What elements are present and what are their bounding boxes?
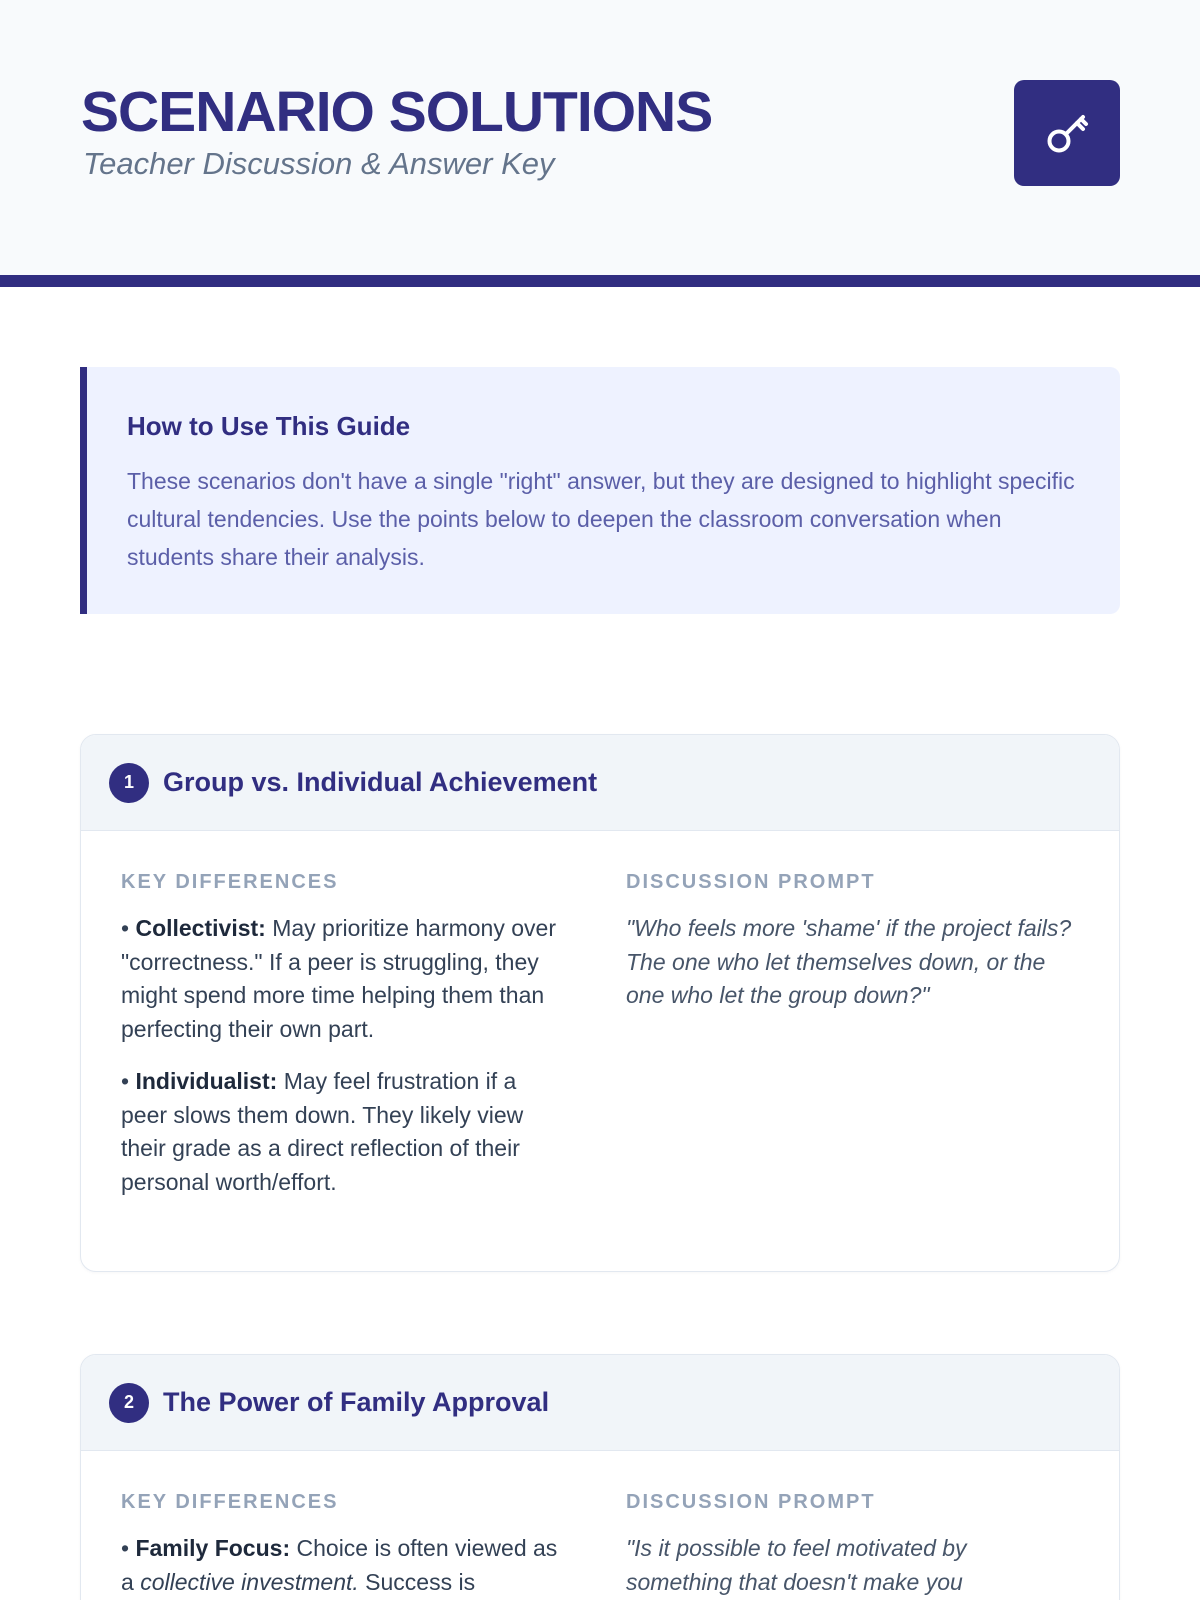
scenario-title: Group vs. Individual Achievement [163,767,598,797]
point-term: Collectivist: [135,915,266,941]
discussion-prompt-label: DISCUSSION PROMPT [626,871,876,893]
guide-text: These scenarios don't have a single "right" answer, but they are designed to highlight specific cultural tendencies. Use the points below to deepen the classroom conversation when students share their analysis. [127,468,1075,570]
discussion-prompt-column [626,871,1076,1218]
scenario-header [81,1355,1119,1451]
key-differences-column [121,1491,567,1600]
guide-callout [80,367,1120,614]
page-title: SCENARIO SOLUTIONS [81,80,713,144]
point-term: Family Focus: [135,1535,291,1561]
bullet: • [121,1068,130,1094]
point-term: Individualist: [135,1068,278,1094]
key-differences-column [121,871,567,1218]
key-badge [1014,80,1120,186]
scenario-number-badge: 2 [109,1383,149,1423]
difference-point [121,1532,567,1599]
scenario-card [80,1354,1120,1600]
discussion-prompt-column [626,1491,1076,1600]
key-differences-label: KEY DIFFERENCES [121,871,339,893]
difference-point [121,1065,567,1199]
point-text: Success is [365,1568,476,1595]
bullet: • [121,915,130,941]
bullet: • [121,1535,130,1561]
key-icon [1039,105,1095,161]
scenario-title: The Power of Family Approval [163,1387,550,1417]
point-text: May prioritize harmony over "correctness." If a peer is struggling, they might spend more time helping them than perfecting their own part. [121,915,556,1042]
point-text: May feel frustration if a peer slows them down. They likely view their grade as a direct reflection of their personal worth/effort. [121,1068,524,1195]
scenario-body [81,831,1119,1218]
page-subtitle: Teacher Discussion & Answer Key [83,145,555,181]
point-text: Choice is often viewed as a [121,1535,558,1595]
difference-point [121,912,567,1046]
scenario-header [81,735,1119,831]
discussion-prompt-text: "Is it possible to feel motivated by something that doesn't make you [626,1535,967,1595]
guide-title: How to Use This Guide [127,411,411,441]
scenario-number-badge: 1 [109,763,149,803]
discussion-prompt-text: "Who feels more 'shame' if the project fails? The one who let themselves down, or the one who let the group down?" [626,915,1072,1008]
discussion-prompt-label: DISCUSSION PROMPT [626,1491,876,1513]
page-header [0,0,1200,287]
scenario-card [80,734,1120,1272]
key-differences-label: KEY DIFFERENCES [121,1491,339,1513]
main-content [0,287,1200,1600]
scenario-body [81,1451,1119,1600]
point-emphasis: collective investment. [140,1568,359,1595]
